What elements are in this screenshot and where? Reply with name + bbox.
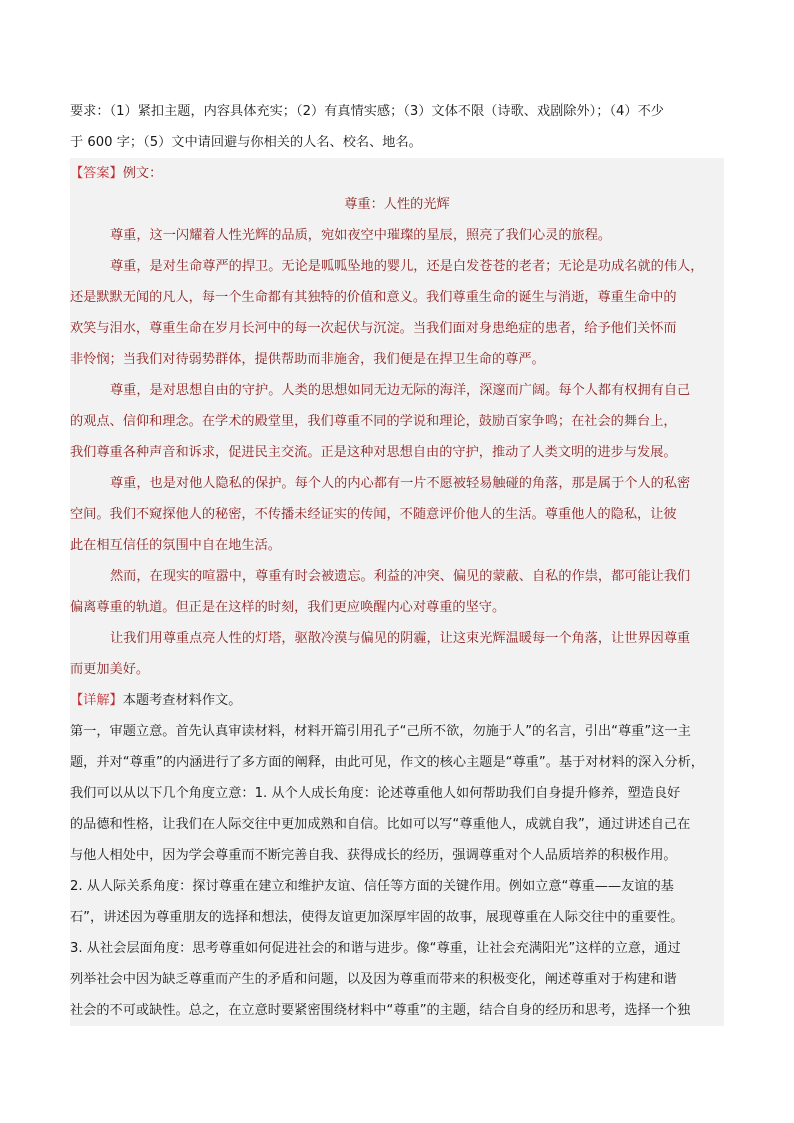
requirements-line-1: 要求：（1）紧扣主题，内容具体充实；（2）有真情实感；（3）文体不限（诗歌、戏剧除外）；（4）不少 bbox=[70, 104, 664, 119]
document-page bbox=[70, 96, 724, 1026]
detail-label: 【详解】 bbox=[70, 693, 123, 708]
detail-line-8: 3. 从社会层面角度：思考尊重如何促进社会的和谐与进步。像“尊重，让社会充满阳光”这样的立意，通过 bbox=[70, 933, 724, 964]
essay-paragraph-1-line-1: 尊重，这一闪耀着人性光辉的品质，宛如夜空中璀璨的星辰，照亮了我们心灵的旅程。 bbox=[70, 220, 724, 251]
essay-paragraph-5-line-2: 偏离尊重的轨道。但正是在这样的时刻，我们更应唤醒内心对尊重的坚守。 bbox=[70, 592, 724, 623]
essay-paragraph-6-line-2: 而更加美好。 bbox=[70, 654, 724, 685]
essay-paragraph-5-line-1: 然而，在现实的喧嚣中，尊重有时会被遗忘。利益的冲突、偏见的蒙蔽、自私的作祟，都可能让我们 bbox=[70, 561, 724, 592]
detail-line-6: 2. 从人际关系角度：探讨尊重在建立和维护友谊、信任等方面的关键作用。例如立意“尊重——友谊的基 bbox=[70, 871, 724, 902]
detail-line-1: 第一，审题立意。首先认真审读材料，材料开篇引用孔子“己所不欲，勿施于人”的名言，引出“尊重”这一主 bbox=[70, 716, 724, 747]
essay-paragraph-3-line-2: 的观点、信仰和理念。在学术的殿堂里，我们尊重不同的学说和理论，鼓励百家争鸣；在社会的舞台上， bbox=[70, 406, 724, 437]
essay-paragraph-2-line-4: 非怜悯；当我们对待弱势群体，提供帮助而非施舍，我们便是在捍卫生命的尊严。 bbox=[70, 344, 724, 375]
answer-label: 【答案】 bbox=[70, 166, 123, 181]
essay-paragraph-4-line-1: 尊重，也是对他人隐私的保护。每个人的内心都有一片不愿被轻易触碰的角落，那是属于个人的私密 bbox=[70, 468, 724, 499]
answer-header bbox=[70, 158, 724, 189]
detail-label-rest: 本题考查材料作文。 bbox=[122, 693, 242, 708]
essay-paragraph-2-line-1: 尊重，是对生命尊严的捍卫。无论是呱呱坠地的婴儿，还是白发苍苍的老者；无论是功成名就的伟人， bbox=[70, 251, 724, 282]
detail-line-9: 列举社会中因为缺乏尊重而产生的矛盾和问题，以及因为尊重而带来的积极变化，阐述尊重对于构建和谐 bbox=[70, 964, 724, 995]
essay-paragraph-2-line-3: 欢笑与泪水，尊重生命在岁月长河中的每一次起伏与沉淀。当我们面对身患绝症的患者，给予他们关怀而 bbox=[70, 313, 724, 344]
essay-paragraph-6-line-1: 让我们用尊重点亮人性的灯塔，驱散冷漠与偏见的阴霾，让这束光辉温暖每一个角落，让世界因尊重 bbox=[70, 623, 724, 654]
detail-line-7: 石”，讲述因为尊重朋友的选择和想法，使得友谊更加深厚牢固的故事，展现尊重在人际交往中的重要性。 bbox=[70, 902, 724, 933]
essay-paragraph-4-line-2: 空间。我们不窥探他人的秘密，不传播未经证实的传闻，不随意评价他人的生活。尊重他人的隐私，让彼 bbox=[70, 499, 724, 530]
detail-line-4: 的品德和性格，让我们在人际交往中更加成熟和自信。比如可以写“尊重他人，成就自我”，通过讲述自己在 bbox=[70, 809, 724, 840]
detail-line-3: 我们可以从以下几个角度立意：1. 从个人成长角度：论述尊重他人如何帮助我们自身提升修养，塑造良好 bbox=[70, 778, 724, 809]
essay-paragraph-4-line-3: 此在相互信任的氛围中自在地生活。 bbox=[70, 530, 724, 561]
detail-line-10: 社会的不可或缺性。总之，在立意时要紧密围绕材料中“尊重”的主题，结合自身的经历和思考，选择一个独 bbox=[70, 995, 724, 1026]
essay-title: 尊重：人性的光辉 bbox=[70, 189, 724, 220]
requirements-line-2: 于 600 字；（5）文中请回避与你相关的人名、校名、地名。 bbox=[70, 135, 422, 150]
essay-paragraph-2-line-2: 还是默默无闻的凡人，每一个生命都有其独特的价值和意义。我们尊重生命的诞生与消逝，尊重生命中的 bbox=[70, 282, 724, 313]
detail-header bbox=[70, 685, 724, 716]
detail-line-5: 与他人相处中，因为学会尊重而不断完善自我、获得成长的经历，强调尊重对个人品质培养的积极作用。 bbox=[70, 840, 724, 871]
essay-paragraph-3-line-1: 尊重，是对思想自由的守护。人类的思想如同无边无际的海洋，深邃而广阔。每个人都有权拥有自己 bbox=[70, 375, 724, 406]
detail-line-2: 题，并对“尊重”的内涵进行了多方面的阐释，由此可见，作文的核心主题是“尊重”。基于对材料的深入分析， bbox=[70, 747, 724, 778]
answer-label-rest: 例文： bbox=[122, 166, 163, 181]
essay-paragraph-3-line-3: 我们尊重各种声音和诉求，促进民主交流。正是这种对思想自由的守护，推动了人类文明的进步与发展。 bbox=[70, 437, 724, 468]
